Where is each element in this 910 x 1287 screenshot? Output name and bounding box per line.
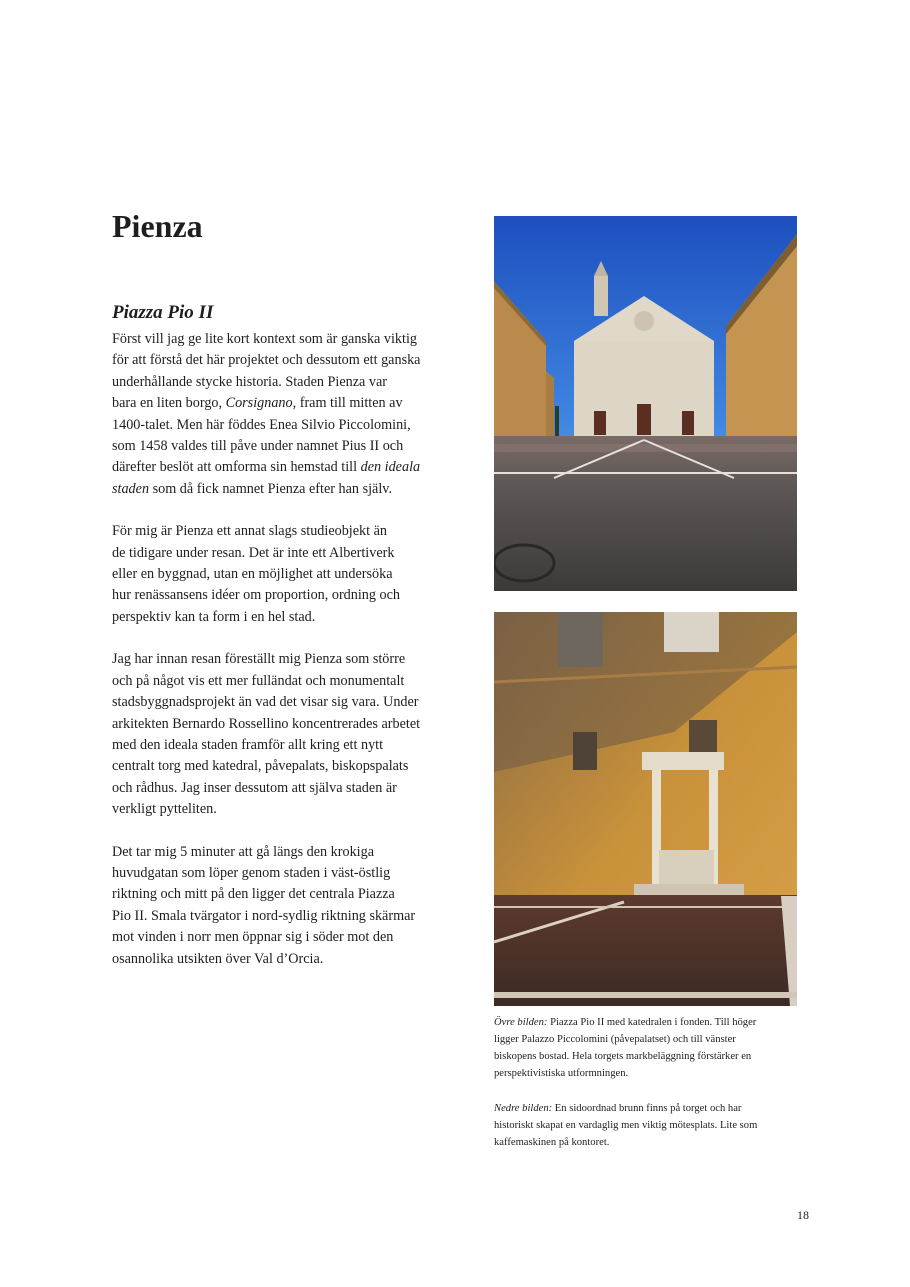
paragraph-3 xyxy=(112,649,452,820)
section-subtitle: Piazza Pio II xyxy=(112,302,214,323)
photo-piazza-cathedral xyxy=(494,216,797,591)
text-line: stadsbyggnadsprojekt än vad det visar sig vara. Under xyxy=(112,694,419,711)
text-line: därefter beslöt att omforma sin hemstad till den ideala xyxy=(112,459,421,476)
text-line: verkligt pytteliten. xyxy=(112,801,217,818)
text-line: Pio II. Smala tvärgator i nord-sydlig riktning skärmar xyxy=(112,907,416,924)
text-line: bara en liten borgo, Corsignano, fram till mitten av xyxy=(112,395,403,412)
text-line: för att förstå det här projektet och dessutom ett ganska xyxy=(112,352,421,369)
caption-line: ligger Palazzo Piccolomini (påvepalatset) och till vänster xyxy=(494,1033,736,1045)
text-line: staden som då fick namnet Pienza efter han själv. xyxy=(112,480,392,497)
text-line: Jag har innan resan föreställt mig Pienza som större xyxy=(112,651,406,668)
text-line: huvudgatan som löper genom staden i väst-östlig xyxy=(112,864,391,881)
text-line: För mig är Pienza ett annat slags studieobjekt än xyxy=(112,523,388,540)
caption-label: Nedre bilden: xyxy=(494,1103,553,1114)
text-line: riktning och mitt på den ligger det centrala Piazza xyxy=(112,886,395,903)
caption-line: Övre bilden: Piazza Pio II med katedralen i fonden. Till höger xyxy=(494,1017,757,1028)
emphasis: den ideala xyxy=(360,459,421,476)
photo-well xyxy=(494,612,797,1006)
text-line: eller en byggnad, utan en möjlighet att undersöka xyxy=(112,566,393,583)
paragraph-4 xyxy=(112,842,452,970)
caption-line: historiskt skapat en vardaglig men viktig mötesplats. Lite som xyxy=(494,1119,758,1131)
text-line: och rådhus. Jag inser dessutom att själva staden är xyxy=(112,779,397,796)
caption-line: Nedre bilden: En sidoordnad brunn finns på torget och har xyxy=(494,1103,742,1114)
text-line: centralt torg med katedral, påvepalats, biskopspalats xyxy=(112,758,409,775)
text-line: med den ideala staden framför allt kring ett nytt xyxy=(112,736,384,753)
caption-line: kaffemaskinen på kontoret. xyxy=(494,1136,610,1148)
page-title: Pienza xyxy=(112,208,203,244)
text-line: de tidigare under resan. Det är inte ett Albertiverk xyxy=(112,544,395,561)
caption-lower xyxy=(494,1101,804,1152)
text-line: arkitekten Bernardo Rossellino koncentrerades arbetet xyxy=(112,715,421,732)
text-line: och på något vis ett mer fulländat och monumentalt xyxy=(112,672,405,689)
text-line: som 1458 valdes till påve under namnet Pius II och xyxy=(112,438,404,455)
caption-upper xyxy=(494,1015,804,1083)
body-text xyxy=(112,329,452,991)
text-line: hur renässansens idéer om proportion, ordning och xyxy=(112,587,401,604)
text-line: underhållande stycke historia. Staden Pienza var xyxy=(112,373,387,390)
paragraph-1 xyxy=(112,329,452,500)
emphasis: Corsignano xyxy=(225,395,293,412)
text-line: Det tar mig 5 minuter att gå längs den krokiga xyxy=(112,843,375,860)
caption-line: perspektivistiska utformningen. xyxy=(494,1067,629,1079)
text-line: mot vinden i norr men öppnar sig i söder mot den xyxy=(112,929,394,946)
text-line: Först vill jag ge lite kort kontext som är ganska viktig xyxy=(112,331,417,347)
page-number: 18 xyxy=(797,1208,809,1222)
text-line: osannolika utsikten över Val d’Orcia. xyxy=(112,950,324,967)
paragraph-2 xyxy=(112,521,452,628)
text-line: 1400-talet. Men här föddes Enea Silvio Piccolomini, xyxy=(112,416,411,433)
emphasis: staden xyxy=(112,480,150,497)
text-line: perspektiv kan ta form i en hel stad. xyxy=(112,608,316,625)
caption-line: biskopens bostad. Hela torgets markbeläggning förstärker en xyxy=(494,1050,752,1062)
caption-label: Övre bilden: xyxy=(494,1017,548,1028)
